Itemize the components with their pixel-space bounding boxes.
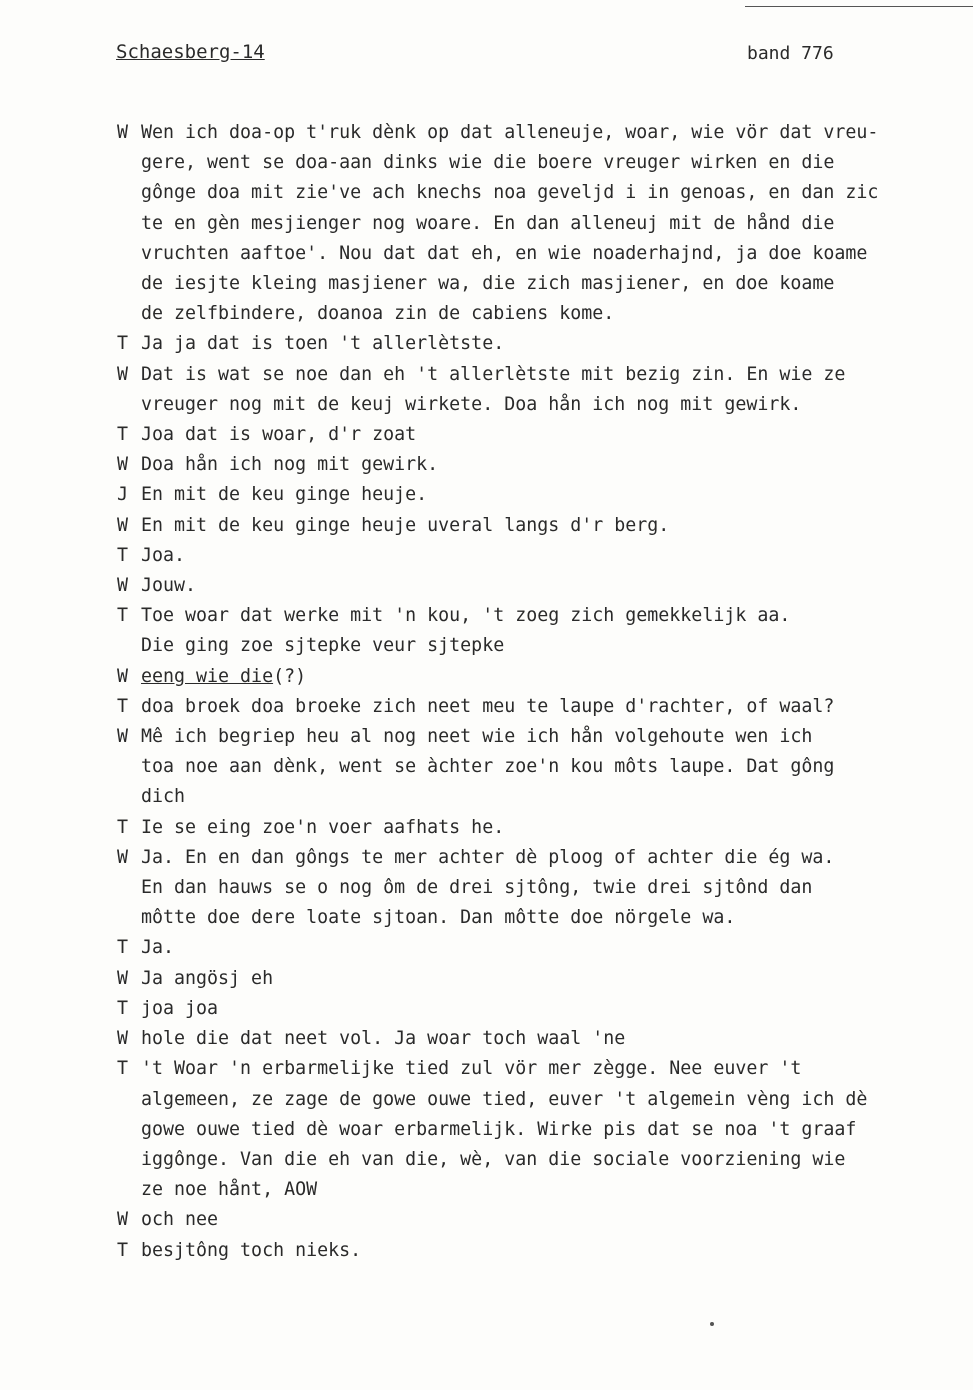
speaker-label: T — [117, 937, 129, 959]
turn — [117, 813, 973, 843]
utterance: hole die dat neet vol. Ja woar toch waal 'ne — [141, 1028, 626, 1050]
speaker-label: W — [117, 454, 129, 476]
turn — [117, 994, 973, 1024]
utterance: Ja angösj eh — [141, 967, 274, 989]
turn — [117, 511, 973, 541]
speaker-label: W — [117, 726, 129, 748]
utterance: Ja. — [141, 937, 175, 959]
turn — [117, 843, 973, 934]
utterance: Ja ja dat is toen 't allerlètste. — [141, 333, 505, 355]
utterance: Wen ich doa-op t'ruk dènk op dat alleneuje, woar, wie vör dat vreu- gere, went se doa-aan dinks wie die boere vreuger wirken en die gônge doa mit zie've ach knechs noa geveljd i in genoas, en dan zic te en gèn mesjienger nog woare. En dan alleneuj mit de hånd die vruchten aaftoe'. Nou dat dat eh, en wie noaderhajnd, ja doe koame de iesjte kleing masjiener wa, die zich masjiener, en doe koame de zelfbindere, doanoa zin de cabiens kome. — [141, 122, 879, 325]
transcript — [117, 118, 973, 1266]
turn — [117, 964, 973, 994]
speaker-label: W — [117, 122, 129, 143]
speaker-label: T — [117, 544, 129, 566]
speaker-label: T — [117, 605, 129, 627]
utterance: Ja. En en dan gôngs te mer achter dè ploog of achter die ég wa. En dan hauws se o nog ôm de drei sjtông, twie drei sjtônd dan môtte doe dere loate sjtoan. Dan môtte doe nörgele wa. — [141, 846, 835, 929]
turn — [117, 1205, 973, 1235]
speaker-label: W — [117, 665, 129, 687]
turn — [117, 420, 973, 450]
utterance: En mit de keu ginge heuje. — [141, 484, 428, 506]
turn — [117, 450, 973, 480]
utterance: och nee — [141, 1209, 219, 1231]
top-rule — [745, 6, 973, 7]
utterance: En mit de keu ginge heuje uveral langs d'r berg. — [141, 514, 670, 536]
speaker-label: T — [117, 997, 129, 1019]
speaker-label: T — [117, 695, 129, 717]
utterance: Ie se eing zoe'n voer aafhats he. — [141, 816, 505, 838]
turn — [117, 662, 973, 692]
tape-number: band 776 — [747, 43, 834, 64]
utterance: joa joa — [141, 997, 219, 1019]
utterance: doa broek doa broeke zich neet meu te laupe d'rachter, of waal? — [141, 695, 835, 717]
turn — [117, 933, 973, 963]
utterance: Jouw. — [141, 575, 197, 597]
speaker-label: W — [117, 1209, 129, 1231]
turn — [117, 1236, 973, 1266]
turn — [117, 118, 973, 329]
turn — [117, 722, 973, 813]
turn — [117, 541, 973, 571]
uncertain-mark: (?) — [273, 665, 307, 687]
speaker-label: T — [117, 1239, 129, 1261]
utterance: Doa hån ich nog mit gewirk. — [141, 454, 439, 476]
stray-mark — [710, 1322, 714, 1326]
speaker-label: T — [117, 333, 129, 355]
speaker-label: T — [117, 816, 129, 838]
turn — [117, 1024, 973, 1054]
turn — [117, 571, 973, 601]
utterance: Mê ich begriep heu al nog neet wie ich hån volgehoute wen ich toa noe aan dènk, went se àchter zoe'n kou môts laupe. Dat gông dich — [141, 726, 835, 808]
turn — [117, 601, 973, 661]
speaker-label: W — [117, 846, 129, 868]
utterance: Toe woar dat werke mit 'n kou, 't zoeg zich gemekkelijk aa. Die ging zoe sjtepke veur sjtepke — [141, 605, 791, 657]
speaker-label: W — [117, 967, 129, 989]
underlined-phrase: eeng wie die — [141, 665, 274, 687]
turn — [117, 692, 973, 722]
speaker-label: J — [117, 484, 129, 506]
utterance: Joa dat is woar, d'r zoat — [141, 424, 417, 446]
turn — [117, 360, 973, 420]
turn — [117, 329, 973, 359]
utterance: Joa. — [141, 544, 186, 566]
location-header: Schaesberg-14 — [116, 41, 265, 63]
speaker-label: T — [117, 424, 129, 446]
speaker-label: W — [117, 575, 129, 597]
turn — [117, 480, 973, 510]
utterance: 't Woar 'n erbarmelijke tied zul vör mer zègge. Nee euver 't algemeen, ze zage de gowe ouwe tied, euver 't algemein vèng ich dè gowe ouwe tied dè woar erbarmelijk. Wirke pis dat se noa 't graaf iggônge. Van die eh van die, wè, van die sociale voorziening wie ze noe hånt, AOW — [141, 1058, 868, 1201]
turn — [117, 1054, 973, 1205]
speaker-label: W — [117, 363, 129, 385]
speaker-label: W — [117, 1028, 129, 1050]
utterance: Dat is wat se noe dan eh 't allerlètste mit bezig zin. En wie ze vreuger nog mit de keuj wirkete. Doa hån ich nog mit gewirk. — [141, 363, 846, 415]
utterance — [141, 662, 973, 692]
utterance: besjtông toch nieks. — [141, 1239, 362, 1261]
speaker-label: W — [117, 514, 129, 536]
speaker-label: T — [117, 1058, 129, 1080]
